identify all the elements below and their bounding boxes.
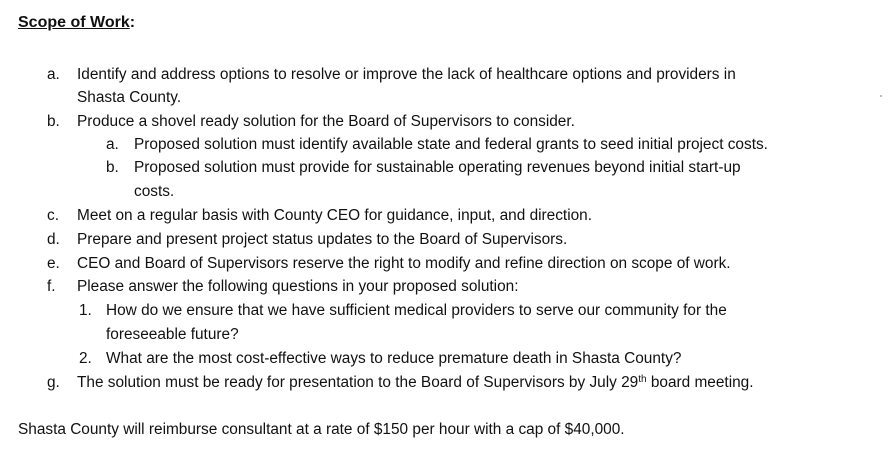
section-heading [18,14,135,32]
item-b-text: Produce a shovel ready solution for the Board of Supervisors to consider. [77,113,575,130]
item-g-marker: g. [47,374,60,391]
item-g-text-after: board meeting. [646,374,754,391]
question-1-marker: 1. [79,302,92,319]
question-1-text-line1: How do we ensure that we have sufficient medical providers to serve our community for the [106,302,727,319]
item-b-sub-a-marker: a. [106,136,119,153]
item-c-marker: c. [47,207,59,224]
item-g-text [77,371,754,394]
heading-colon: : [129,14,136,31]
item-f-text: Please answer the following questions in your proposed solution: [77,278,519,295]
item-d-marker: d. [47,231,60,248]
item-b-sub-b-text-line1: Proposed solution must provide for sustainable operating revenues beyond initial start-up [134,159,741,176]
item-e-marker: e. [47,255,60,272]
question-2-marker: 2. [79,350,92,367]
item-e-text: CEO and Board of Supervisors reserve the right to modify and refine direction on scope of work. [77,255,731,272]
closing-paragraph: Shasta County will reimburse consultant at a rate of $150 per hour with a cap of $40,000. [18,421,625,438]
item-g-superscript: th [638,374,647,385]
item-a-text-line2: Shasta County. [77,89,182,106]
item-c-text: Meet on a regular basis with County CEO for guidance, input, and direction. [77,207,593,224]
scan-speck [880,95,882,97]
item-b-sub-b-marker: b. [106,159,119,176]
item-g-text-before: The solution must be ready for presentation to the Board of Supervisors by July 29 [77,374,639,391]
item-b-marker: b. [47,113,60,130]
item-b-sub-b-text-line2: costs. [134,183,175,200]
item-b-sub-a-text: Proposed solution must identify available state and federal grants to seed initial project costs. [134,136,768,153]
question-1-text-line2: foreseeable future? [106,326,239,343]
item-a-text-line1: Identify and address options to resolve or improve the lack of healthcare options and providers in [77,66,736,83]
item-f-marker: f. [47,278,56,295]
item-a-marker: a. [47,66,60,83]
heading-title: Scope of Work [18,14,130,31]
item-d-text: Prepare and present project status updates to the Board of Supervisors. [77,231,568,248]
question-2-text: What are the most cost-effective ways to reduce premature death in Shasta County? [106,350,682,367]
